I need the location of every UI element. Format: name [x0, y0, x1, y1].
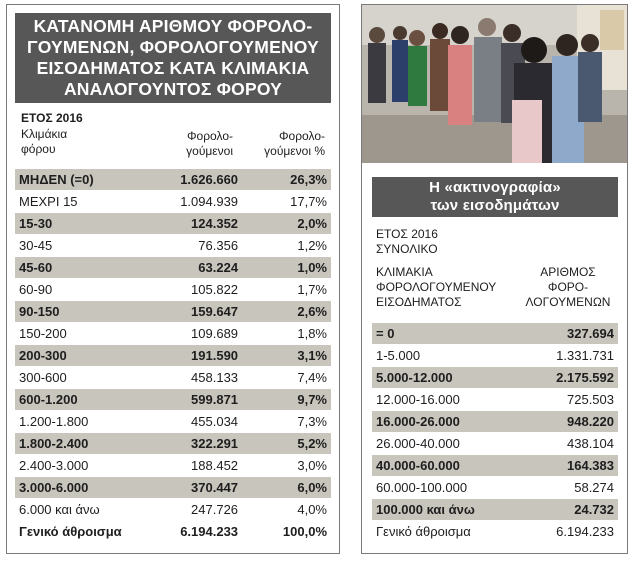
table-row: [15, 389, 331, 411]
pct-cell: 2,0%: [242, 213, 331, 235]
count-cell: 2.175.592: [512, 367, 618, 389]
header-line: ΚΛΙΜΑΚΙΑ: [376, 265, 433, 279]
right-infographic-panel: [361, 4, 628, 554]
left-title-line: ΚΑΤΑΝΟΜΗ ΑΡΙΘΜΟΥ ΦΟΡΟΛΟ-: [33, 16, 313, 36]
right-title-line: των εισοδημάτων: [430, 197, 560, 214]
table-row: [15, 301, 331, 323]
bracket-cell: 5.000-12.000: [372, 367, 512, 389]
header-line: Φορολο-: [186, 129, 233, 143]
count-cell: 599.871: [148, 389, 242, 411]
bracket-cell: 300-600: [15, 367, 148, 389]
table-row: [15, 235, 331, 257]
table-row: [15, 433, 331, 455]
left-title-line: ΓΟΥΜΕΝΩΝ, ΦΟΡΟΛΟΓΟΥΜΕΝΟΥ: [26, 37, 319, 57]
bracket-cell: 45-60: [15, 257, 148, 279]
bracket-cell: 90-150: [15, 301, 148, 323]
pct-cell: 1,7%: [242, 279, 331, 301]
bracket-cell: 3.000-6.000: [15, 477, 148, 499]
table-row: [372, 345, 618, 367]
count-cell: 76.356: [148, 235, 242, 257]
count-cell: 370.447: [148, 477, 242, 499]
year-line: ΣΥΝΟΛΙΚΟ: [376, 242, 438, 256]
table-row: [15, 411, 331, 433]
table-row: [372, 367, 618, 389]
pct-cell: 1,0%: [242, 257, 331, 279]
left-col3-header: [255, 129, 325, 159]
bracket-cell: 1-5.000: [372, 345, 512, 367]
count-cell: 458.133: [148, 367, 242, 389]
table-row: [372, 411, 618, 433]
count-cell: 105.822: [148, 279, 242, 301]
table-row: [15, 455, 331, 477]
bracket-cell: 100.000 και άνω: [372, 499, 512, 521]
left-title-line: ΕΙΣΟΔΗΜΑΤΟΣ ΚΑΤΑ ΚΛΙΜΑΚΙΑ: [36, 58, 310, 78]
total-count: 6.194.233: [512, 521, 618, 543]
pct-cell: 17,7%: [242, 191, 331, 213]
table-row: [15, 499, 331, 521]
table-row: [15, 477, 331, 499]
table-row: [15, 367, 331, 389]
left-title-box: [15, 13, 331, 103]
pct-cell: 5,2%: [242, 433, 331, 455]
count-cell: 188.452: [148, 455, 242, 477]
pct-cell: 2,6%: [242, 301, 331, 323]
left-infographic-panel: [6, 4, 340, 554]
left-year-label: ΕΤΟΣ 2016: [21, 111, 83, 125]
count-cell: 63.224: [148, 257, 242, 279]
left-title-line: ΑΝΑΛΟΓΟΥΝΤΟΣ ΦΟΡΟΥ: [63, 79, 283, 99]
header-line: γούμενοι: [186, 144, 233, 158]
year-line: ΕΤΟΣ 2016: [376, 227, 438, 241]
count-cell: 164.383: [512, 455, 618, 477]
bracket-cell: 600-1.200: [15, 389, 148, 411]
pct-cell: 1,2%: [242, 235, 331, 257]
bracket-cell: 6.000 και άνω: [15, 499, 148, 521]
crowd-photo: [362, 5, 627, 163]
header-line: ΑΡΙΘΜΟΣ: [540, 265, 596, 279]
right-col1-header: [376, 265, 496, 310]
pct-cell: 6,0%: [242, 477, 331, 499]
left-col1-header: [21, 127, 67, 157]
bracket-cell: 60-90: [15, 279, 148, 301]
bracket-cell: 1.200-1.800: [15, 411, 148, 433]
header-line: φόρου: [21, 142, 56, 156]
left-data-table: [15, 169, 331, 543]
table-row: [15, 323, 331, 345]
bracket-cell: 40.000-60.000: [372, 455, 512, 477]
right-year-label: [376, 227, 438, 257]
header-line: ΦΟΡΟΛΟΓΟΥΜΕΝΟΥ: [376, 280, 497, 294]
table-row: [372, 499, 618, 521]
header-line: Κλιμάκια: [21, 127, 68, 141]
pct-cell: 7,3%: [242, 411, 331, 433]
table-row: [15, 345, 331, 367]
table-row: [372, 389, 618, 411]
table-row: [15, 169, 331, 191]
bracket-cell: 16.000-26.000: [372, 411, 512, 433]
bracket-cell: 60.000-100.000: [372, 477, 512, 499]
count-cell: 109.689: [148, 323, 242, 345]
table-row: [15, 213, 331, 235]
pct-cell: 1,8%: [242, 323, 331, 345]
bracket-cell: = 0: [372, 323, 512, 345]
bracket-cell: 30-45: [15, 235, 148, 257]
total-count: 6.194.233: [148, 521, 242, 543]
bracket-cell: 200-300: [15, 345, 148, 367]
count-cell: 725.503: [512, 389, 618, 411]
table-row: [372, 323, 618, 345]
table-row: [15, 191, 331, 213]
right-col2-header: [522, 265, 614, 310]
table-row: [372, 433, 618, 455]
bracket-cell: 26.000-40.000: [372, 433, 512, 455]
count-cell: 327.694: [512, 323, 618, 345]
count-cell: 1.094.939: [148, 191, 242, 213]
header-line: γούμενοι %: [264, 144, 325, 158]
count-cell: 58.274: [512, 477, 618, 499]
total-row: [15, 521, 331, 543]
count-cell: 322.291: [148, 433, 242, 455]
total-row: [372, 521, 618, 543]
count-cell: 1.626.660: [148, 169, 242, 191]
header-line: ΦΟΡΟ-: [547, 280, 589, 294]
count-cell: 455.034: [148, 411, 242, 433]
pct-cell: 3,1%: [242, 345, 331, 367]
table-row: [15, 257, 331, 279]
bracket-cell: 2.400-3.000: [15, 455, 148, 477]
bracket-cell: ΜΗΔΕΝ (=0): [15, 169, 148, 191]
right-title-line: Η «ακτινογραφία»: [429, 179, 561, 196]
bracket-cell: 12.000-16.000: [372, 389, 512, 411]
total-label: Γενικό άθροισμα: [372, 521, 512, 543]
table-row: [372, 455, 618, 477]
header-line: ΕΙΣΟΔΗΜΑΤΟΣ: [376, 295, 462, 309]
crowd-photo-illustration: [362, 5, 627, 163]
header-line: ΛΟΓΟΥΜΕΝΩΝ: [525, 295, 611, 309]
left-col2-header: [175, 129, 233, 159]
bracket-cell: 150-200: [15, 323, 148, 345]
pct-cell: 9,7%: [242, 389, 331, 411]
total-pct: 100,0%: [242, 521, 331, 543]
table-row: [372, 477, 618, 499]
bracket-cell: 15-30: [15, 213, 148, 235]
header-line: Φορολο-: [278, 129, 325, 143]
count-cell: 1.331.731: [512, 345, 618, 367]
total-label: Γενικό άθροισμα: [15, 521, 148, 543]
count-cell: 247.726: [148, 499, 242, 521]
pct-cell: 4,0%: [242, 499, 331, 521]
count-cell: 24.732: [512, 499, 618, 521]
bracket-cell: 1.800-2.400: [15, 433, 148, 455]
table-row: [15, 279, 331, 301]
count-cell: 438.104: [512, 433, 618, 455]
pct-cell: 26,3%: [242, 169, 331, 191]
right-title-box: [372, 177, 618, 217]
right-data-table: [372, 323, 618, 543]
count-cell: 948.220: [512, 411, 618, 433]
count-cell: 159.647: [148, 301, 242, 323]
pct-cell: 3,0%: [242, 455, 331, 477]
count-cell: 124.352: [148, 213, 242, 235]
count-cell: 191.590: [148, 345, 242, 367]
pct-cell: 7,4%: [242, 367, 331, 389]
bracket-cell: ΜΕΧΡΙ 15: [15, 191, 148, 213]
